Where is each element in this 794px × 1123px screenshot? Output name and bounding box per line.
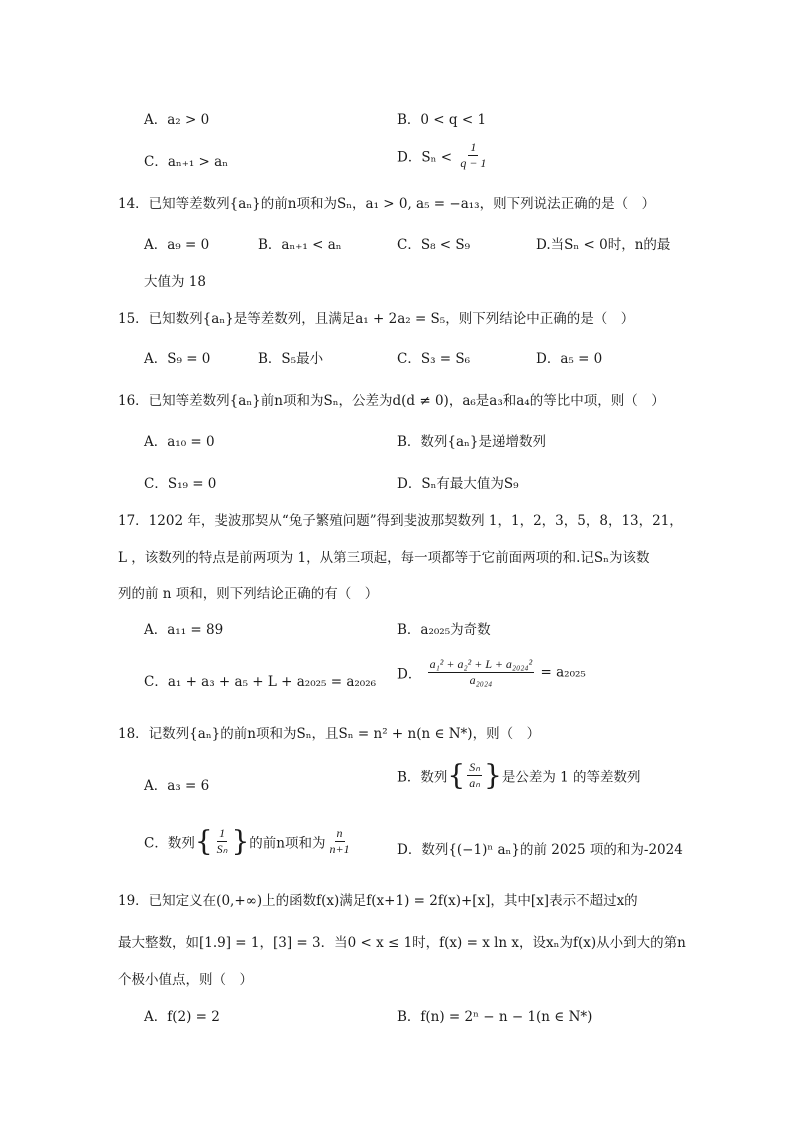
right-brace-icon: } xyxy=(231,824,250,858)
q15-option-b: B．S₅最小 xyxy=(258,351,324,367)
q17-option-b: B．a₂₀₂₅为奇数 xyxy=(397,622,491,638)
q16-option-b: B．数列{aₙ}是递增数列 xyxy=(397,434,546,450)
right-brace-icon: } xyxy=(484,758,502,792)
left-brace-icon: { xyxy=(447,758,466,792)
q16-option-c: C．S₁₉ = 0 xyxy=(144,476,217,492)
q17-option-d-fraction: $\frac{\text{a₁² + a₂² + L + a₂₀₂₄²}}{\text{a₂₀₂₄}}$ xyxy=(429,657,533,687)
q13-option-a-text: A．a₂ > 0 xyxy=(144,112,210,128)
q15-option-d: D．a₅ = 0 xyxy=(536,351,603,367)
q13-option-d xyxy=(397,140,490,171)
q13-option-d-prefix: D．Sₙ < xyxy=(397,149,453,166)
q16-option-d: D．Sₙ有最大值为S₉ xyxy=(397,476,519,492)
q17-stem-line1: 17．1202 年，斐波那契从“兔子繁殖问题”得到斐波那契数列 1，1，2，3，5，8，13，21， xyxy=(118,513,683,529)
q18-option-c xyxy=(144,826,354,857)
q15-option-a: A．S₉ = 0 xyxy=(144,351,211,367)
left-brace-icon: { xyxy=(194,824,213,858)
q18-option-d: D．数列{(−1)ⁿ aₙ}的前 2025 项的和为-2024 xyxy=(397,842,683,858)
q17-option-d-suffix: = a₂₀₂₅ xyxy=(540,664,586,681)
q19-stem-line2: 最大整数，如[1.9] = 1，[3] = 3．当0 < x ≤ 1时，f(x) = x ln x，设xₙ为f(x)从小到大的第n xyxy=(118,935,686,951)
q14-option-b: B．aₙ₊₁ < aₙ xyxy=(258,237,342,253)
q19-stem-line1: 19．已知定义在(0,+∞)上的函数f(x)满足f(x+1) = 2f(x)+[x]，其中[x]表示不超过x的 xyxy=(118,893,638,909)
q16-stem: 16．已知等差数列{aₙ}前n项和为Sₙ，公差为d(d ≠ 0)，a₆是a₃和a₄的等比中项，则（ ） xyxy=(118,393,665,409)
q18-option-c-prefix: C．数列 xyxy=(144,835,195,852)
q15-option-c: C．S₃ = S₆ xyxy=(397,351,471,367)
q19-option-a: A．f(2) = 2 xyxy=(144,1009,220,1025)
q18-option-b-prefix: B．数列 xyxy=(397,769,448,786)
q14-stem: 14．已知等差数列{aₙ}的前n项和为Sₙ，a₁ > 0, a₅ = −a₁₃，则下列说法正确的是（ ） xyxy=(118,196,656,212)
q13-option-b-text: B．0 < q < 1 xyxy=(397,112,487,128)
q17-option-c: C．a₁ + a₃ + a₅ + L + a₂₀₂₅ = a₂₀₂₆ xyxy=(144,674,377,690)
q18-stem: 18．记数列{aₙ}的前n项和为Sₙ，且Sₙ = n² + n(n ∈ N*)，则（ ） xyxy=(118,726,541,742)
q14-option-a: A．a₉ = 0 xyxy=(144,237,210,253)
q15-stem: 15．已知数列{aₙ}是等差数列，且满足a₁ + 2a₂ = S₅，则下列结论中正确的是（ ） xyxy=(118,311,635,327)
q18-option-c-fraction: $\frac{1}{\text{Sₙ}}$ xyxy=(216,826,228,856)
q18-option-b xyxy=(397,760,641,791)
q13-option-c xyxy=(144,150,228,170)
q13-option-b xyxy=(397,108,486,128)
q17-option-d-prefix: D． xyxy=(397,666,422,683)
q18-option-c-fraction2: $\frac{n}{n+1}$ xyxy=(329,826,350,856)
q17-stem-line2: L ，该数列的特点是前两项为 1，从第三项起，每一项都等于它前面两项的和.记Sₙ为该数 xyxy=(118,550,650,566)
q14-option-d: D.当Sₙ < 0时，n的最 xyxy=(536,237,671,253)
q13-option-a xyxy=(144,108,209,128)
q19-option-b: B．f(n) = 2ⁿ − n − 1(n ∈ N*) xyxy=(397,1009,593,1025)
q19-stem-line3: 个极小值点，则（ ） xyxy=(118,972,253,988)
q13-option-d-fraction: $\frac{1}{q - 1}$ xyxy=(460,140,487,170)
q18-option-a: A．a₃ = 6 xyxy=(144,778,210,794)
q16-option-a: A．a₁₀ = 0 xyxy=(144,434,215,450)
q14-option-d-continued: 大值为 18 xyxy=(144,274,206,290)
q17-option-a: A．a₁₁ = 89 xyxy=(144,622,224,638)
q17-stem-line3: 列的前 n 项和，则下列结论正确的有（ ） xyxy=(118,586,379,602)
q14-option-c: C．S₈ < S₉ xyxy=(397,237,471,253)
q18-option-c-mid: 的前n项和为 xyxy=(249,835,326,852)
q18-option-b-suffix: 是公差为 1 的等差数列 xyxy=(501,769,641,786)
q13-option-c-text: C．aₙ₊₁ > aₙ xyxy=(144,154,229,170)
q18-option-b-fraction: $\frac{\text{Sₙ}}{\text{aₙ}}$ xyxy=(469,760,481,790)
q17-option-d xyxy=(397,657,586,688)
